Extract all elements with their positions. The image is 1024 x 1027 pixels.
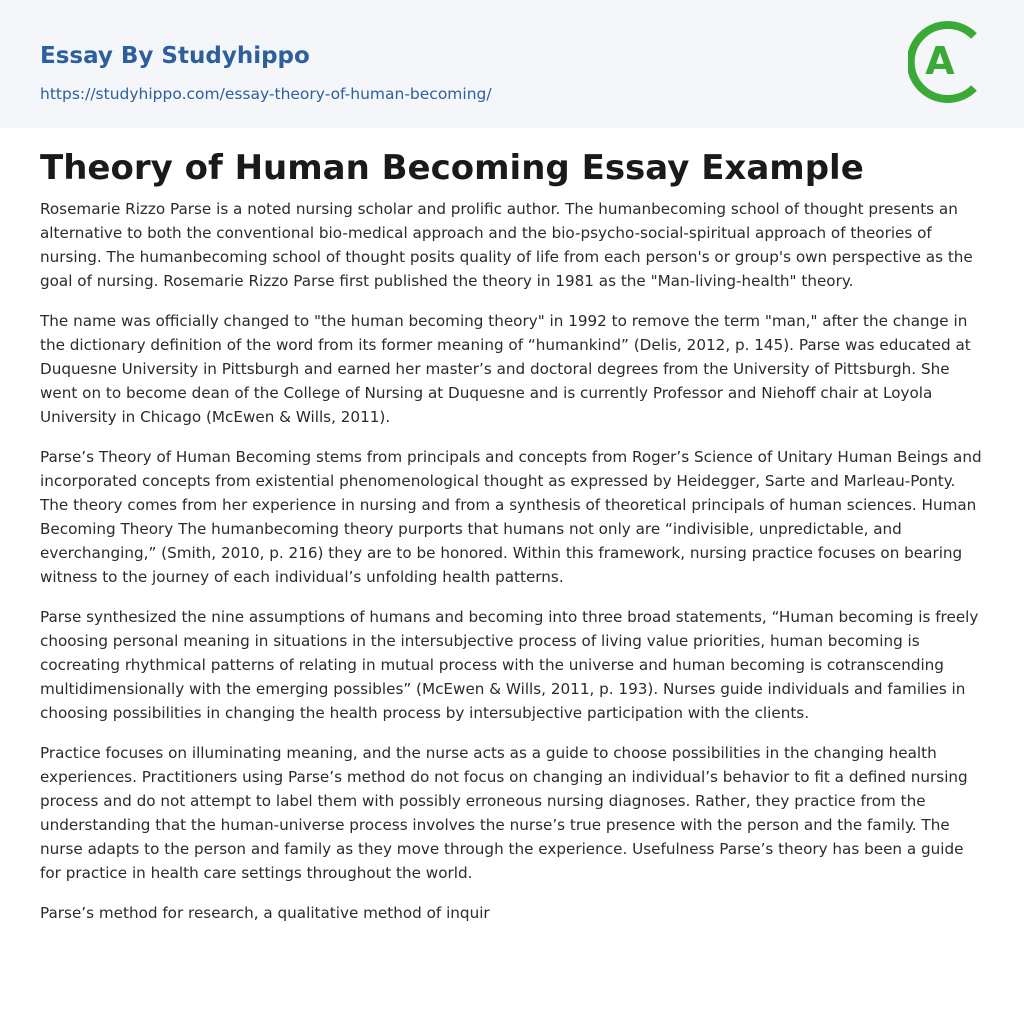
studyhippo-logo-icon[interactable] [908,18,988,106]
logo-letter: A [925,39,955,83]
article-paragraph: Parse’s Theory of Human Becoming stems from principals and concepts from Roger’s Science of Unitary Human Beings and incorporated concepts from existential phenomenological thought as expressed by Heidegger, Sarte and Marleau-Ponty. The theory comes from her experience in nursing and from a synthesis of theoretical principals of human sciences. Human Becoming Theory The humanbecoming theory purports that humans not only are “indivisible, unpredictable, and everchanging,” (Smith, 2010, p. 216) they are to be honored. Within this framework, nursing practice focuses on bearing witness to the journey of each individual’s unfolding health patterns. [40,448,982,586]
essay-url-link[interactable]: https://studyhippo.com/essay-theory-of-human-becoming/ [40,85,492,103]
article-paragraph: Parse synthesized the nine assumptions of humans and becoming into three broad statements, “Human becoming is freely choosing personal meaning in situations in the intersubjective process of living value priorities, human becoming is cocreating rhythmical patterns of relating in mutual process with the universe and human becoming is cotranscending multidimensionally with the emerging possibles” (McEwen & Wills, 2011, p. 193). Nurses guide individuals and families in choosing possibilities in changing the health process by intersubjective participation with the clients. [40,608,979,722]
page-title: Theory of Human Becoming Essay Example [40,148,864,188]
article [40,143,986,941]
article-paragraph: Rosemarie Rizzo Parse is a noted nursing scholar and prolific author. The humanbecoming school of thought presents an alternative to both the conventional bio-medical approach and the bio-psycho-social-spiritual approach of theories of nursing. The humanbecoming school of thought posits quality of life from each person's or group's own perspective as the goal of nursing. Rosemarie Rizzo Parse first published the theory in 1981 as the "Man-living-health" theory. [40,200,973,290]
article-paragraph: Practice focuses on illuminating meaning, and the nurse acts as a guide to choose possibilities in the changing health experiences. Practitioners using Parse’s method do not focus on changing an individual’s behavior to fit a defined nursing process and do not attempt to label them with possibly erroneous nursing diagnoses. Rather, they practice from the understanding that the human-universe process involves the nurse’s true presence with the person and the family. The nurse adapts to the person and family as they move through the experience. Usefulness Parse’s theory has been a guide for practice in health care settings throughout the world. [40,744,968,882]
article-paragraph: Parse’s method for research, a qualitative method of inquir [40,904,490,922]
site-header [0,0,1024,128]
article-paragraph: The name was officially changed to "the human becoming theory" in 1992 to remove the term "man," after the change in the dictionary definition of the word from its former meaning of “humankind” (Delis, 2012, p. 145). Parse was educated at Duquesne University in Pittsburgh and earned her master’s and doctoral degrees from the University of Pittsburgh. She went on to become dean of the College of Nursing at Duquesne and is currently Professor and Niehoff chair at Loyola University in Chicago (McEwen & Wills, 2011). [40,312,971,426]
site-brand[interactable]: Essay By Studyhippo [40,43,310,69]
